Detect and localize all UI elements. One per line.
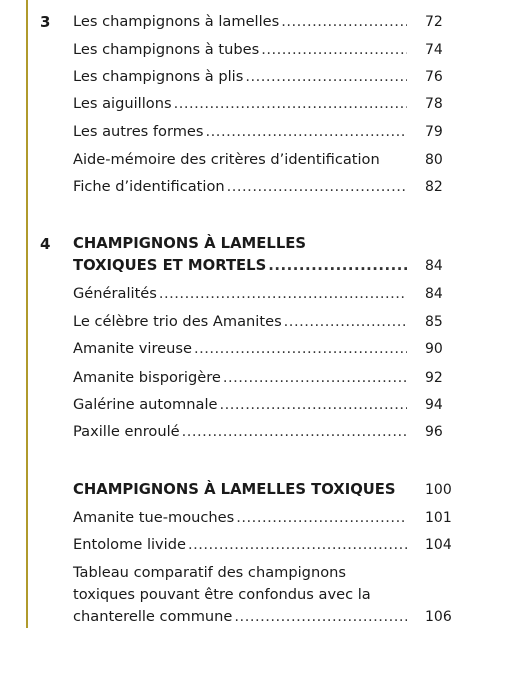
toc-row[interactable] [0, 365, 506, 391]
toc-page-number: 84 [425, 286, 443, 302]
toc-entry-title: Galérine automnale ..... [73, 392, 407, 418]
toc-entry-title: Amanite vireuse ..... [73, 336, 407, 362]
toc-page-number: 100 [425, 482, 452, 498]
section-heading: CHAMPIGNONS À LAMELLES TOXIQUES [73, 481, 396, 498]
toc-page-number: 72 [425, 14, 443, 30]
toc-page-number: 79 [425, 124, 443, 140]
toc-row[interactable] [0, 281, 506, 307]
toc-heading-row[interactable] [0, 253, 506, 279]
toc-page-number: 76 [425, 69, 443, 85]
toc-entry-title: Amanite tue-mouches ..... [73, 505, 407, 531]
toc-page-number: 101 [425, 510, 452, 526]
toc-row[interactable] [0, 9, 506, 35]
toc-row[interactable] [0, 392, 506, 418]
toc-row[interactable] [0, 119, 506, 145]
toc-entry-title: Les champignons à lamelles ..... [73, 9, 407, 35]
section-heading-line2: TOXIQUES ET MORTELS ..... [73, 253, 407, 279]
toc-row[interactable] [0, 419, 506, 445]
toc-entry-title: Amanite bisporigère ..... [73, 365, 407, 391]
section-heading-line1: CHAMPIGNONS À LAMELLES [73, 235, 307, 252]
toc-row[interactable] [0, 147, 506, 173]
toc-row[interactable] [0, 91, 506, 117]
toc-entry-title: Paxille enroulé ..... [73, 419, 407, 445]
toc-page-number: 96 [425, 424, 443, 440]
toc-page-number: 84 [425, 258, 443, 274]
toc-page-number: 82 [425, 179, 443, 195]
toc-heading-row[interactable] [0, 477, 506, 503]
toc-page-number: 92 [425, 370, 443, 386]
toc-row[interactable] [0, 64, 506, 90]
toc-entry-title-line1: Tableau comparatif des champignons [73, 564, 346, 581]
toc-row[interactable] [0, 336, 506, 362]
toc-page-number: 90 [425, 341, 443, 357]
toc-entry-title-line2: toxiques pouvant être confondus avec la [73, 586, 371, 603]
toc-entry-title: Les autres formes ..... [73, 119, 407, 145]
toc-row[interactable] [0, 505, 506, 531]
toc-row[interactable] [0, 309, 506, 335]
toc-row[interactable] [0, 174, 506, 200]
toc-page-number: 85 [425, 314, 443, 330]
toc-entry-title: Aide-mémoire des critères d’identification [73, 151, 380, 168]
toc-row[interactable] [0, 604, 506, 630]
toc-page-number: 80 [425, 152, 443, 168]
toc-row[interactable] [0, 532, 506, 558]
toc-entry-title: Le célèbre trio des Amanites ..... [73, 309, 407, 335]
toc-entry-title: Les champignons à tubes ..... [73, 37, 407, 63]
toc-page-number: 94 [425, 397, 443, 413]
toc-entry-title: Les aiguillons ..... [73, 91, 407, 117]
section-number: 3 [40, 13, 51, 31]
toc-entry-title: Fiche d’identification ..... [73, 174, 407, 200]
toc-entry-title-line3: chanterelle commune ..... [73, 604, 407, 630]
toc-entry-title: Entolome livide ..... [73, 532, 407, 558]
toc-page-number: 106 [425, 609, 452, 625]
toc-page-number: 104 [425, 537, 452, 553]
toc-row[interactable] [0, 37, 506, 63]
toc-page-number: 74 [425, 42, 443, 58]
toc-entry-title: Les champignons à plis ..... [73, 64, 407, 90]
section-number: 4 [40, 235, 51, 253]
toc-entry-title: Généralités ..... [73, 281, 407, 307]
toc-page-number: 78 [425, 96, 443, 112]
